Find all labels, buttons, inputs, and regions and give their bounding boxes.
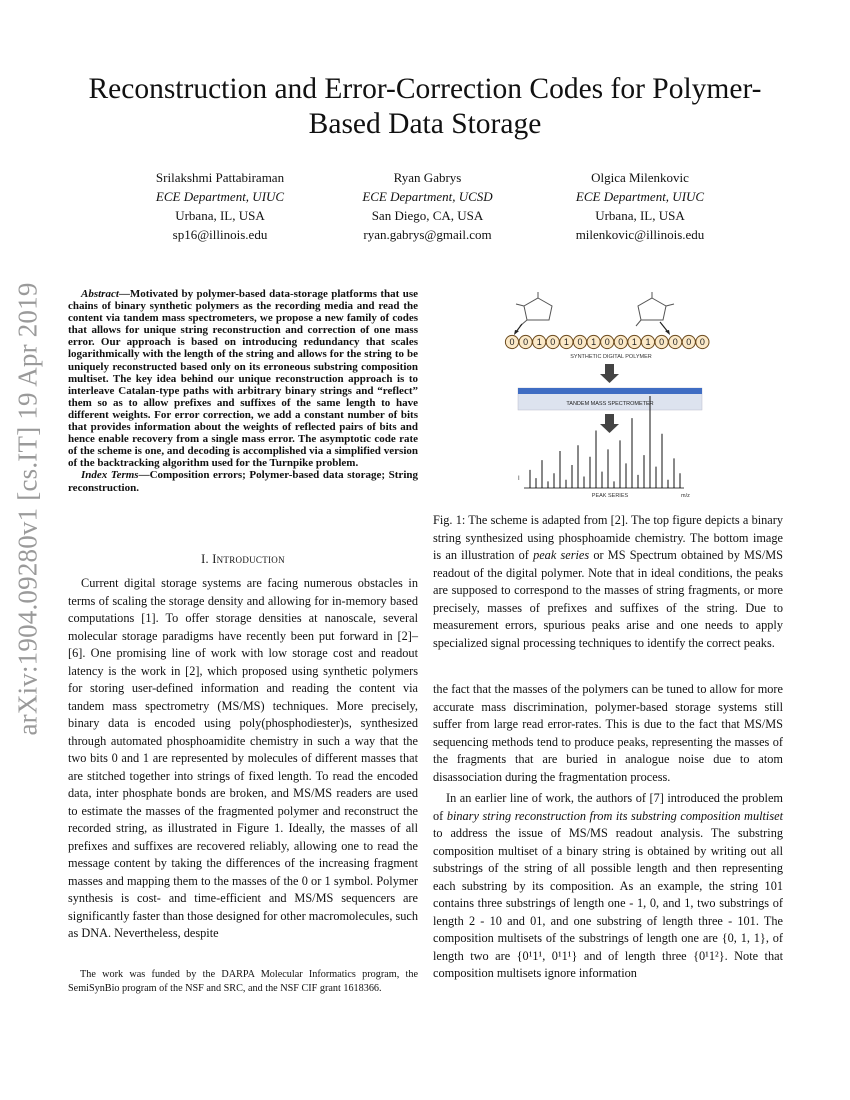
arxiv-side-stamp: arXiv:1904.09280v1 [cs.IT] 19 Apr 2019 [12, 282, 43, 736]
axis-intensity-label: I [518, 476, 520, 482]
author-affiliation: ECE Department, UCSD [362, 189, 493, 204]
bit-label: 1 [536, 337, 542, 348]
bit-label: 0 [523, 337, 529, 348]
section-heading: I. Introduction [201, 552, 285, 566]
author-name: Olgica Milenkovic [591, 170, 689, 185]
index-terms-lead: Index Terms [81, 469, 139, 482]
bit-label: 0 [577, 337, 583, 348]
bit-label: 0 [672, 337, 678, 348]
peak-series-label: PEAK SERIES [591, 493, 629, 499]
author-location: San Diego, CA, USA [371, 208, 484, 223]
intro-paragraph: Current digital storage systems are facing numerous obstacles in terms of scaling the storage density and allowing for in-memory based computations [1]. To offer storage densities at nanoscale, several molecular storage paradigms have recently been put forward in [2]–[6]. One promising line of work with low storage cost and readout latency is the work in [2], which proposed using synthetic polymers for storing user-defined information and reading the content via tandem mass spectrometry (MS/MS) techniques. More precisely, binary data is encoded using poly(phosphodiester)s, synthesized through automated phosphoamidite chemistry in such a way that the two bits 0 and 1 are represented by molecules of different masses that are stitched together into strings of fixed length. To read the encoded data, inter phosphate bonds are broken, and MS/MS readers are used to estimate the masses of the fragmented polymer and reconstruct the recorded string, as illustrated in Figure 1. Ideally, the masses of all prefixes and suffixes are recovered reliably, allowing one to read the message content by taking the differences of the increasing fragment masses and mapping them to the masses of the 0 or 1 symbol. Polymer synthesis is cost- and time-efficient and MS/MS sequencers are significantly faster than those designed for other macromolecules, such as DNA. Nevertheless, despite [68, 576, 419, 940]
sugar-ring-icons [514, 292, 674, 335]
author-location: Urbana, IL, USA [175, 208, 265, 223]
author-location: Urbana, IL, USA [595, 208, 685, 223]
author-email: sp16@illinois.edu [172, 227, 268, 242]
figure-1-graphic [500, 290, 722, 504]
bit-label: 0 [686, 337, 692, 348]
index-terms-text: —Composition errors; Polymer-based data storage; String reconstruction. [68, 469, 418, 494]
bit-label: 1 [591, 337, 597, 348]
bit-label: 0 [509, 337, 515, 348]
axis-mz-label: m/z [681, 493, 690, 499]
funding-footnote: The work was funded by the DARPA Molecular Informatics program, the SemiSynBio program of the NSF and SRC, and the NSF CIF grant 1618366. [68, 969, 418, 994]
figure-1-caption [433, 512, 783, 652]
caption-text: Fig. 1: The scheme is adapted from [2]. The top figure depicts a binary string synthesized using phosphoamide chemistry. The bottom image is an illustration of [433, 513, 783, 562]
author-name: Srilakshmi Pattabiraman [155, 170, 285, 185]
bit-label: 0 [618, 337, 624, 348]
bit-label: 0 [604, 337, 610, 348]
instrument-label: TANDEM MASS SPECTROMETER [566, 401, 654, 407]
bit-label: 1 [645, 337, 651, 348]
spectrometer-band [518, 388, 702, 394]
author-email: ryan.gabrys@gmail.com [363, 227, 492, 242]
abstract [68, 288, 418, 494]
caption-text-2: or MS Spectrum obtained by MS/MS readout of the digital polymer. Note that in ideal conditions, the peaks are supposed to correspond to the masses of string fragments, or more precisely, masses of prefixes and suffixes of the string. Due to measurement errors, spurious peaks arise and one needs to apply specialized signal processing techniques to identify the correct peaks. [433, 548, 783, 650]
author-affiliation: ECE Department, UIUC [575, 189, 705, 204]
bit-bead-row [505, 335, 709, 348]
author-block-2 [330, 168, 525, 244]
bit-label: 0 [659, 337, 665, 348]
p2-text-b: to address the issue of MS/MS readout analysis. The substring composition multiset of a binary string is obtained by writing out all substrings of the string of all possible length and then representing each substring by its composition. As an example, the string 101 contains three substrings of length one - 1, 0, and 1, two substrings of length 2 - 10 and 01, and one substring of length three - 101. The composition multisets of the substrings of length one are {0, 1, 1}, of length two are {0¹1¹, 0¹1¹} and of length three {0¹1²}. Note that composition multisets ignore information [433, 826, 783, 980]
figure-1 [500, 290, 722, 504]
bit-label: 1 [563, 337, 569, 348]
down-arrow-icon [600, 414, 619, 433]
author-email: milenkovic@illinois.edu [575, 227, 705, 242]
bit-label: 0 [699, 337, 705, 348]
right-paragraph-1: the fact that the masses of the polymers can be tuned to allow for more accurate mass discrimination, polymer-based storage systems still suffer from large read error-rates. This is due to the fact that MS/MS sequencing methods tend to produce peaks, representing the masses of the fragments that are buried in analogue noise due to atom disassociation during the fragmentation process. [433, 682, 783, 784]
right-paragraph-2 [433, 790, 783, 983]
caption-emphasis: peak series [533, 548, 590, 562]
p2-text-a: In an earlier line of work, the authors of [7] introduced the problem of [433, 791, 783, 823]
author-affiliation: ECE Department, UIUC [155, 189, 285, 204]
down-arrow-icon [600, 364, 619, 383]
author-name: Ryan Gabrys [393, 170, 462, 185]
paper-title: Reconstruction and Error-Correction Codes for Polymer-Based Data Storage [88, 73, 762, 140]
bit-label: 0 [550, 337, 556, 348]
right-column-body [433, 681, 783, 983]
abstract-text: —Motivated by polymer-based data-storage platforms that use chains of binary synthetic polymers as the recording media and read the content via tandem mass spectrometers, we propose a new family of codes that allows for unique string reconstruction and correction of one mass error. Our approach is based on introducing redundancy that scales logarithmically with the length of the string and allows for the string to be uniquely reconstructed based only on its erroneous substring composition multiset. The key idea behind our unique reconstruction approach is to interleave Catalan-type paths with arbitrary binary strings and “reflect” them so as to allow prefixes and suffixes of the same length to have different weights. For error correction, we add a constant number of bits that provides information about the weights of reflected pairs of bits and hence enable recovery from a single mass error. The asymptotic code rate of the scheme is one, and decoding is accomplished via a simplified version of the backtracking algorithm used for the Turnpike problem. [68, 288, 418, 470]
author-block-3 [535, 168, 745, 244]
author-block-1 [115, 168, 325, 244]
p2-emphasis: binary string reconstruction from its substring composition multiset [446, 808, 783, 823]
introduction-body [68, 575, 418, 943]
bit-label: 1 [631, 337, 637, 348]
polymer-label: SYNTHETIC DIGITAL POLYMER [570, 354, 652, 360]
abstract-lead: Abstract [81, 288, 119, 300]
